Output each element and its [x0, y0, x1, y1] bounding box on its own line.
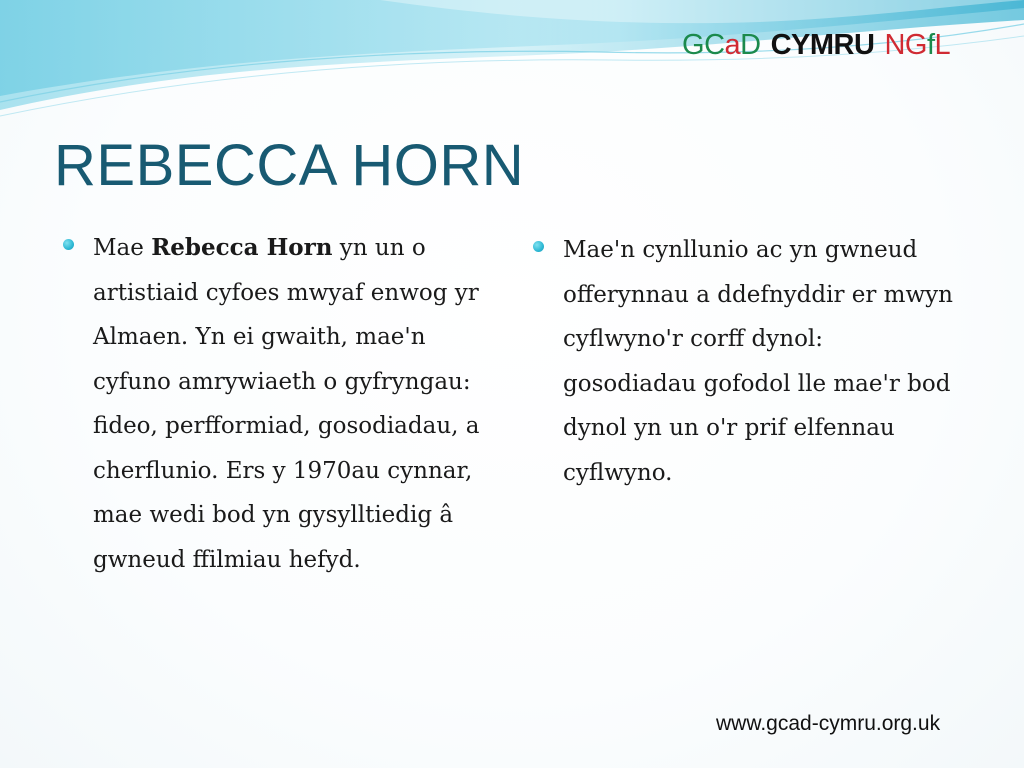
bullet-icon [533, 241, 544, 252]
logo-letter: NG [884, 29, 927, 61]
gcad-cymru-logo [682, 27, 992, 67]
right-content [533, 228, 953, 495]
bullet-icon [63, 239, 74, 250]
bullet-item [533, 228, 953, 495]
slide-title: REBECCA HORN [54, 133, 525, 198]
logo-letter: G [682, 29, 705, 61]
logo-letter: L [934, 29, 951, 61]
artist-name: Rebecca Horn [151, 234, 333, 261]
logo-letter: f [926, 29, 935, 61]
bullet-text: yn un o artistiaid cyfoes mwyaf enwog yr Almaen. Yn ei gwaith, mae'n cyfuno amrywiaeth o gyfryngau: fideo, perfformiad, gosodiadau, a cherflunio. Ers y 1970au cynnar, mae wedi bod yn gysylltiedig â gwneud ffilmiau hefyd. [93, 235, 480, 573]
logo-letter: a [724, 29, 741, 61]
logo-letter: D [740, 29, 761, 61]
logo-letter: C [704, 29, 725, 61]
bullet-item [63, 226, 503, 582]
bullet-text: Mae'n cynllunio ac yn gwneud offerynnau a ddefnyddir er mwyn cyflwyno'r corff dynol: gosodiadau gofodol lle mae'r bod dynol yn un o'r prif elfennau cyflwyno. [563, 237, 953, 486]
bullet-text-intro: Mae [93, 235, 152, 261]
footer-url: www.gcad-cymru.org.uk [716, 712, 941, 735]
left-content [63, 226, 503, 582]
logo-word: CYMRU [770, 29, 875, 61]
